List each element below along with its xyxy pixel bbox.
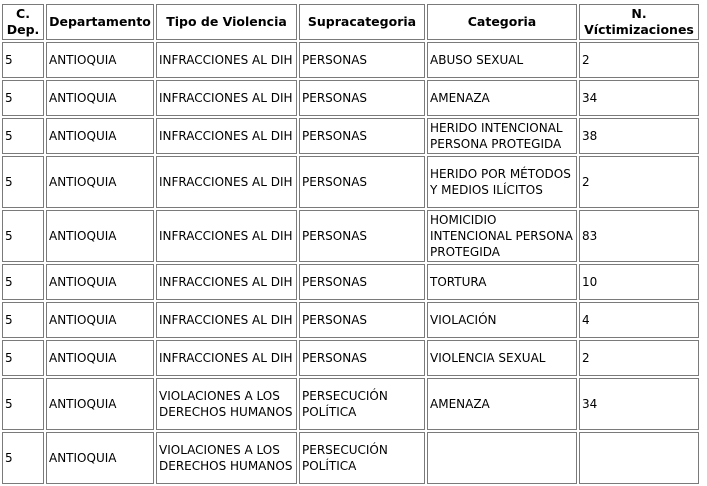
cell-tipo-de-violencia: INFRACCIONES AL DIH	[156, 264, 297, 300]
table-row	[2, 340, 699, 376]
table-row	[2, 80, 699, 116]
cell-c-dep: 5	[2, 378, 44, 430]
cell-supracategoria: PERSONAS	[299, 210, 425, 262]
table-row	[2, 210, 699, 262]
table-row	[2, 156, 699, 208]
header-departamento: Departamento	[46, 4, 154, 40]
cell-supracategoria: PERSONAS	[299, 118, 425, 154]
cell-tipo-de-violencia: VIOLACIONES A LOS DERECHOS HUMANOS	[156, 432, 297, 484]
victimizations-table	[0, 2, 701, 486]
cell-categoria	[427, 432, 577, 484]
cell-c-dep: 5	[2, 210, 44, 262]
cell-departamento: ANTIOQUIA	[46, 118, 154, 154]
cell-supracategoria: PERSONAS	[299, 340, 425, 376]
cell-c-dep: 5	[2, 118, 44, 154]
cell-n-victimizaciones: 10	[579, 264, 699, 300]
table-row	[2, 378, 699, 430]
cell-supracategoria: PERSONAS	[299, 42, 425, 78]
table-row	[2, 118, 699, 154]
cell-tipo-de-violencia: INFRACCIONES AL DIH	[156, 340, 297, 376]
header-supracategoria: Supracategoria	[299, 4, 425, 40]
cell-supracategoria: PERSONAS	[299, 80, 425, 116]
cell-c-dep: 5	[2, 432, 44, 484]
cell-tipo-de-violencia: INFRACCIONES AL DIH	[156, 118, 297, 154]
header-tipo-de-violencia: Tipo de Violencia	[156, 4, 297, 40]
cell-categoria: AMENAZA	[427, 378, 577, 430]
cell-tipo-de-violencia: INFRACCIONES AL DIH	[156, 42, 297, 78]
cell-c-dep: 5	[2, 302, 44, 338]
table-row	[2, 42, 699, 78]
cell-categoria: TORTURA	[427, 264, 577, 300]
cell-categoria: ABUSO SEXUAL	[427, 42, 577, 78]
header-row	[2, 4, 699, 40]
cell-categoria: HERIDO POR MÉTODOS Y MEDIOS ILÍCITOS	[427, 156, 577, 208]
cell-c-dep: 5	[2, 264, 44, 300]
cell-departamento: ANTIOQUIA	[46, 156, 154, 208]
cell-supracategoria: PERSONAS	[299, 302, 425, 338]
cell-n-victimizaciones: 34	[579, 80, 699, 116]
cell-departamento: ANTIOQUIA	[46, 340, 154, 376]
cell-tipo-de-violencia: VIOLACIONES A LOS DERECHOS HUMANOS	[156, 378, 297, 430]
cell-categoria: HOMICIDIO INTENCIONAL PERSONA PROTEGIDA	[427, 210, 577, 262]
header-categoria: Categoria	[427, 4, 577, 40]
cell-n-victimizaciones: 83	[579, 210, 699, 262]
header-c-dep: C. Dep.	[2, 4, 44, 40]
cell-categoria: VIOLENCIA SEXUAL	[427, 340, 577, 376]
cell-departamento: ANTIOQUIA	[46, 378, 154, 430]
cell-departamento: ANTIOQUIA	[46, 210, 154, 262]
cell-supracategoria: PERSECUCIÓN POLÍTICA	[299, 432, 425, 484]
cell-c-dep: 5	[2, 156, 44, 208]
table-row	[2, 432, 699, 484]
cell-supracategoria: PERSONAS	[299, 156, 425, 208]
header-n-victimizaciones: N. Víctimizaciones	[579, 4, 699, 40]
cell-n-victimizaciones: 2	[579, 340, 699, 376]
cell-supracategoria: PERSONAS	[299, 264, 425, 300]
cell-departamento: ANTIOQUIA	[46, 42, 154, 78]
table-row	[2, 302, 699, 338]
cell-n-victimizaciones	[579, 432, 699, 484]
cell-c-dep: 5	[2, 42, 44, 78]
cell-departamento: ANTIOQUIA	[46, 432, 154, 484]
cell-departamento: ANTIOQUIA	[46, 264, 154, 300]
cell-tipo-de-violencia: INFRACCIONES AL DIH	[156, 210, 297, 262]
cell-n-victimizaciones: 38	[579, 118, 699, 154]
cell-departamento: ANTIOQUIA	[46, 302, 154, 338]
cell-tipo-de-violencia: INFRACCIONES AL DIH	[156, 302, 297, 338]
cell-n-victimizaciones: 2	[579, 42, 699, 78]
cell-tipo-de-violencia: INFRACCIONES AL DIH	[156, 80, 297, 116]
cell-supracategoria: PERSECUCIÓN POLÍTICA	[299, 378, 425, 430]
cell-c-dep: 5	[2, 340, 44, 376]
cell-c-dep: 5	[2, 80, 44, 116]
table-row	[2, 264, 699, 300]
cell-n-victimizaciones: 4	[579, 302, 699, 338]
cell-n-victimizaciones: 2	[579, 156, 699, 208]
cell-categoria: HERIDO INTENCIONAL PERSONA PROTEGIDA	[427, 118, 577, 154]
cell-departamento: ANTIOQUIA	[46, 80, 154, 116]
cell-tipo-de-violencia: INFRACCIONES AL DIH	[156, 156, 297, 208]
cell-categoria: VIOLACIÓN	[427, 302, 577, 338]
cell-categoria: AMENAZA	[427, 80, 577, 116]
cell-n-victimizaciones: 34	[579, 378, 699, 430]
